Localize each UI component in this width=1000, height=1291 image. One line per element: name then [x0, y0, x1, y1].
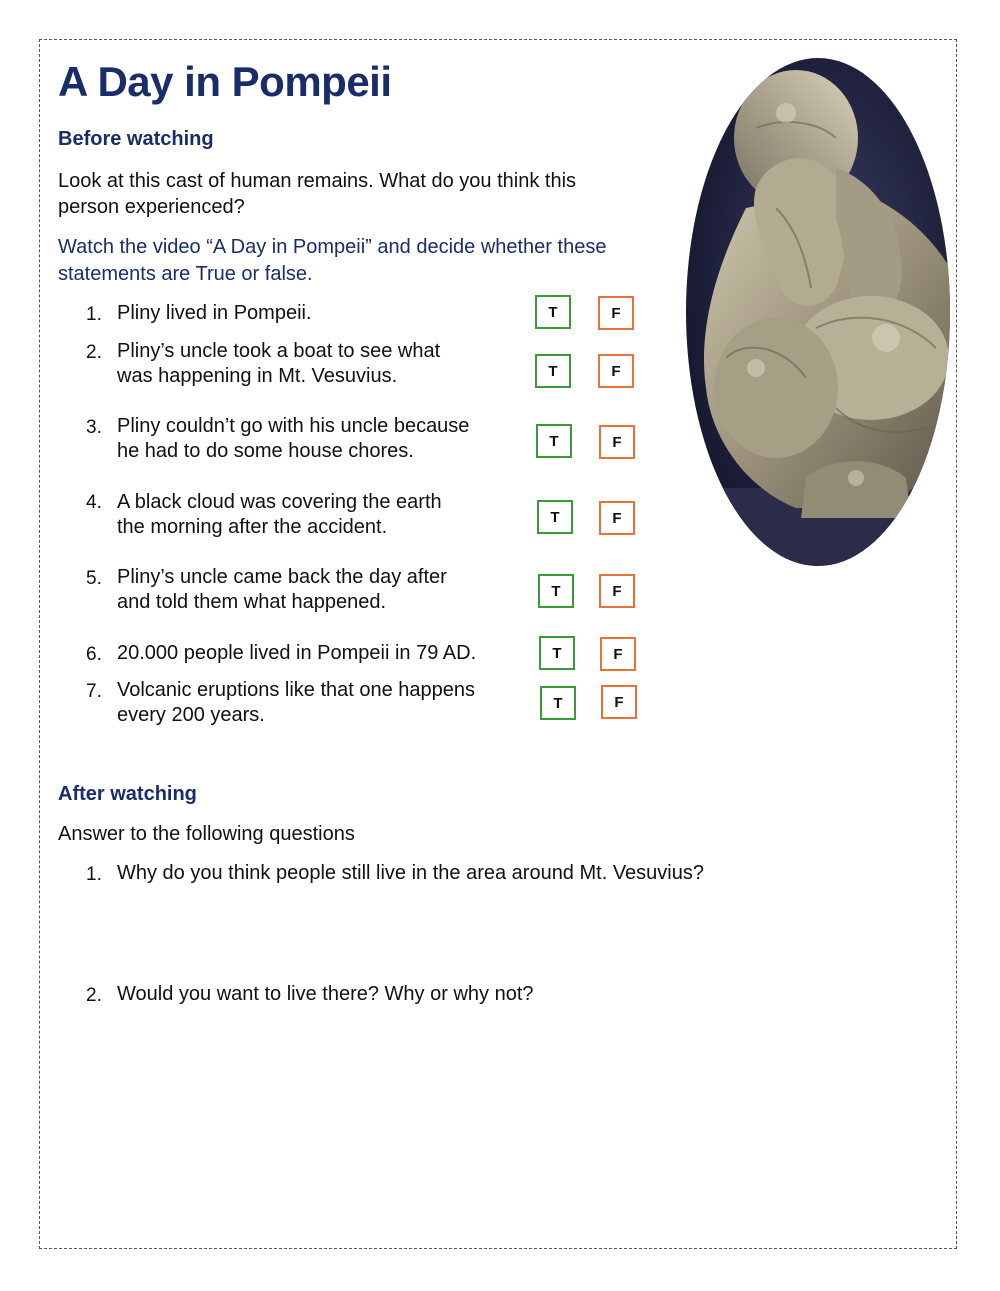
- after-prompt: Answer to the following questions: [58, 823, 355, 845]
- before-prompt: [58, 168, 576, 220]
- statement-text: [117, 565, 517, 615]
- true-button-2[interactable]: T: [535, 354, 571, 388]
- true-button-4[interactable]: T: [537, 500, 573, 534]
- false-button-5[interactable]: F: [599, 574, 635, 608]
- statement-number: 7.: [86, 681, 102, 702]
- statement-line2: and told them what happened.: [117, 591, 387, 613]
- statement-number: 6.: [86, 644, 102, 665]
- human-cast-photo: [686, 58, 950, 566]
- statement-line2: the morning after the accident.: [117, 516, 388, 538]
- before-prompt-line2: person experienced?: [58, 196, 245, 218]
- before-watching-heading: Before watching: [58, 128, 214, 150]
- tf-instruction-line2: statements are True or false.: [58, 263, 313, 285]
- statement-line1: Pliny’s uncle took a boat to see what: [117, 340, 441, 362]
- statement-line1: Pliny’s uncle came back the day after: [117, 566, 447, 588]
- statement-text: [117, 301, 517, 326]
- question-number: 2.: [86, 985, 102, 1006]
- statement-text: [117, 641, 527, 666]
- after-watching-heading: After watching: [58, 783, 197, 805]
- before-prompt-line1: Look at this cast of human remains. What do you think this: [58, 170, 577, 192]
- true-button-3[interactable]: T: [536, 424, 572, 458]
- statement-number: 5.: [86, 568, 102, 589]
- statement-line1: Pliny lived in Pompeii.: [117, 302, 312, 324]
- statement-number: 4.: [86, 492, 102, 513]
- false-button-3[interactable]: F: [599, 425, 635, 459]
- true-button-1[interactable]: T: [535, 295, 571, 329]
- false-button-7[interactable]: F: [601, 685, 637, 719]
- false-button-2[interactable]: F: [598, 354, 634, 388]
- statement-line1: Volcanic eruptions like that one happens: [117, 679, 476, 701]
- statement-line2: was happening in Mt. Vesuvius.: [117, 365, 398, 387]
- statement-number: 1.: [86, 304, 102, 325]
- true-button-7[interactable]: T: [540, 686, 576, 720]
- page-title: A Day in Pompeii: [58, 58, 392, 105]
- statement-text: [117, 678, 517, 728]
- statement-line2: he had to do some house chores.: [117, 440, 414, 462]
- tf-instruction: [58, 234, 668, 288]
- question-text: Would you want to live there? Why or why not?: [117, 983, 534, 1005]
- statement-number: 2.: [86, 342, 102, 363]
- statement-line1: A black cloud was covering the earth: [117, 491, 442, 513]
- statement-line2: every 200 years.: [117, 704, 265, 726]
- statement-text: [117, 414, 517, 464]
- true-button-5[interactable]: T: [538, 574, 574, 608]
- false-button-4[interactable]: F: [599, 501, 635, 535]
- question-text: Why do you think people still live in the area around Mt. Vesuvius?: [117, 862, 704, 884]
- false-button-6[interactable]: F: [600, 637, 636, 671]
- tf-instruction-line1: Watch the video “A Day in Pompeii” and decide whether these: [58, 236, 607, 258]
- statement-text: [117, 339, 517, 389]
- true-button-6[interactable]: T: [539, 636, 575, 670]
- statement-line1: 20.000 people lived in Pompeii in 79 AD.: [117, 642, 477, 664]
- statement-text: [117, 490, 517, 540]
- false-button-1[interactable]: F: [598, 296, 634, 330]
- statement-number: 3.: [86, 417, 102, 438]
- statement-line1: Pliny couldn’t go with his uncle because: [117, 415, 470, 437]
- question-number: 1.: [86, 864, 102, 885]
